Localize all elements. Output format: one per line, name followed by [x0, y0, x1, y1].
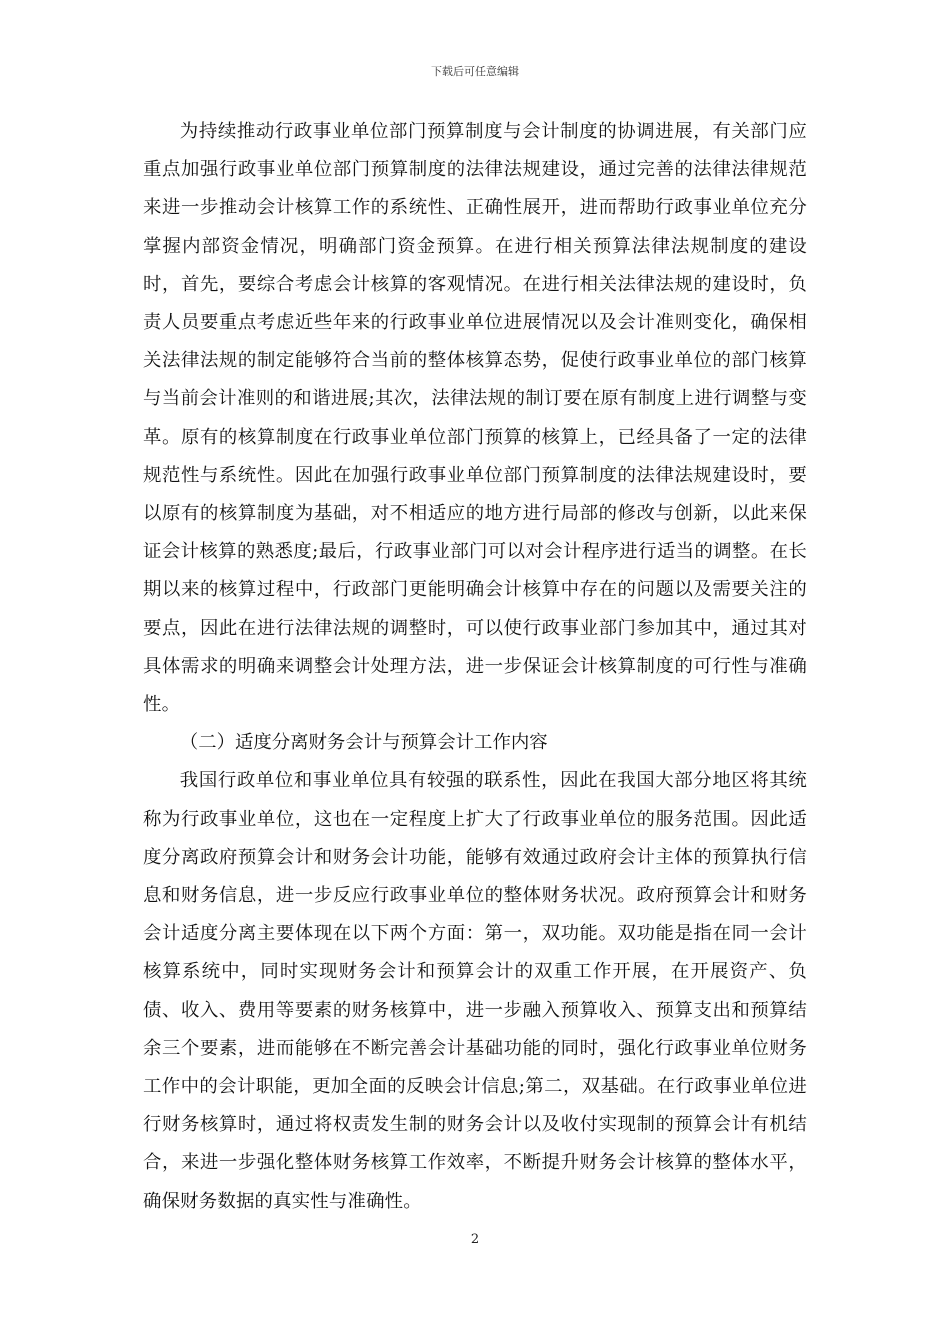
page-header: 下载后可任意编辑: [431, 65, 519, 78]
page-number: 2: [470, 1232, 480, 1247]
body-paragraph-2: 我国行政单位和事业单位具有较强的联系性，因此在我国大部分地区将其统称为行政事业单位，这也在一定程度上扩大了行政事业单位的服务范围。因此适度分离政府预算会计和财务会计功能，能够有效通过政府会计主体的预算执行信息和财务信息，进一步反应行政事业单位的整体财务状况。政府预算会计和财务会计适度分离主要体现在以下两个方面：第一，双功能。双功能是指在同一会计核算系统中，同时实现财务会计和预算会计的双重工作开展，在开展资产、负债、收入、费用等要素的财务核算中，进一步融入预算收入、预算支出和预算结余三个要素，进而能够在不断完善会计基础功能的同时，强化行政事业单位财务工作中的会计职能，更加全面的反映会计信息;第二，双基础。在行政事业单位进行财务核算时，通过将权责发生制的财务会计以及收付实现制的预算会计有机结合，来进一步强化整体财务核算工作效率，不断提升财务会计核算的整体水平，确保财务数据的真实性与准确性。: [143, 770, 807, 1212]
section-heading: （二）适度分离财务会计与预算会计工作内容: [179, 732, 548, 754]
document-body: [143, 113, 807, 1221]
body-paragraph-1: 为持续推动行政事业单位部门预算制度与会计制度的协调进展，有关部门应重点加强行政事业单位部门预算制度的法律法规建设，通过完善的法律法律规范来进一步推动会计核算工作的系统性、正确性展开，进而帮助行政事业单位充分掌握内部资金情况，明确部门资金预算。在进行相关预算法律法规制度的建设时，首先，要综合考虑会计核算的客观情况。在进行相关法律法规的建设时，负责人员要重点考虑近些年来的行政事业单位进展情况以及会计准则变化，确保相关法律法规的制定能够符合当前的整体核算态势，促使行政事业单位的部门核算与当前会计准则的和谐进展;其次，法律法规的制订要在原有制度上进行调整与变革。原有的核算制度在行政事业单位部门预算的核算上，已经具备了一定的法律规范性与系统性。因此在加强行政事业单位部门预算制度的法律法规建设时，要以原有的核算制度为基础，对不相适应的地方进行局部的修改与创新，以此来保证会计核算的熟悉度;最后，行政事业部门可以对会计程序进行适当的调整。在长期以来的核算过程中，行政部门更能明确会计核算中存在的问题以及需要关注的要点，因此在进行法律法规的调整时，可以使行政事业部门参加其中，通过其对具体需求的明确来调整会计处理方法，进一步保证会计核算制度的可行性与准确性。: [143, 121, 807, 716]
